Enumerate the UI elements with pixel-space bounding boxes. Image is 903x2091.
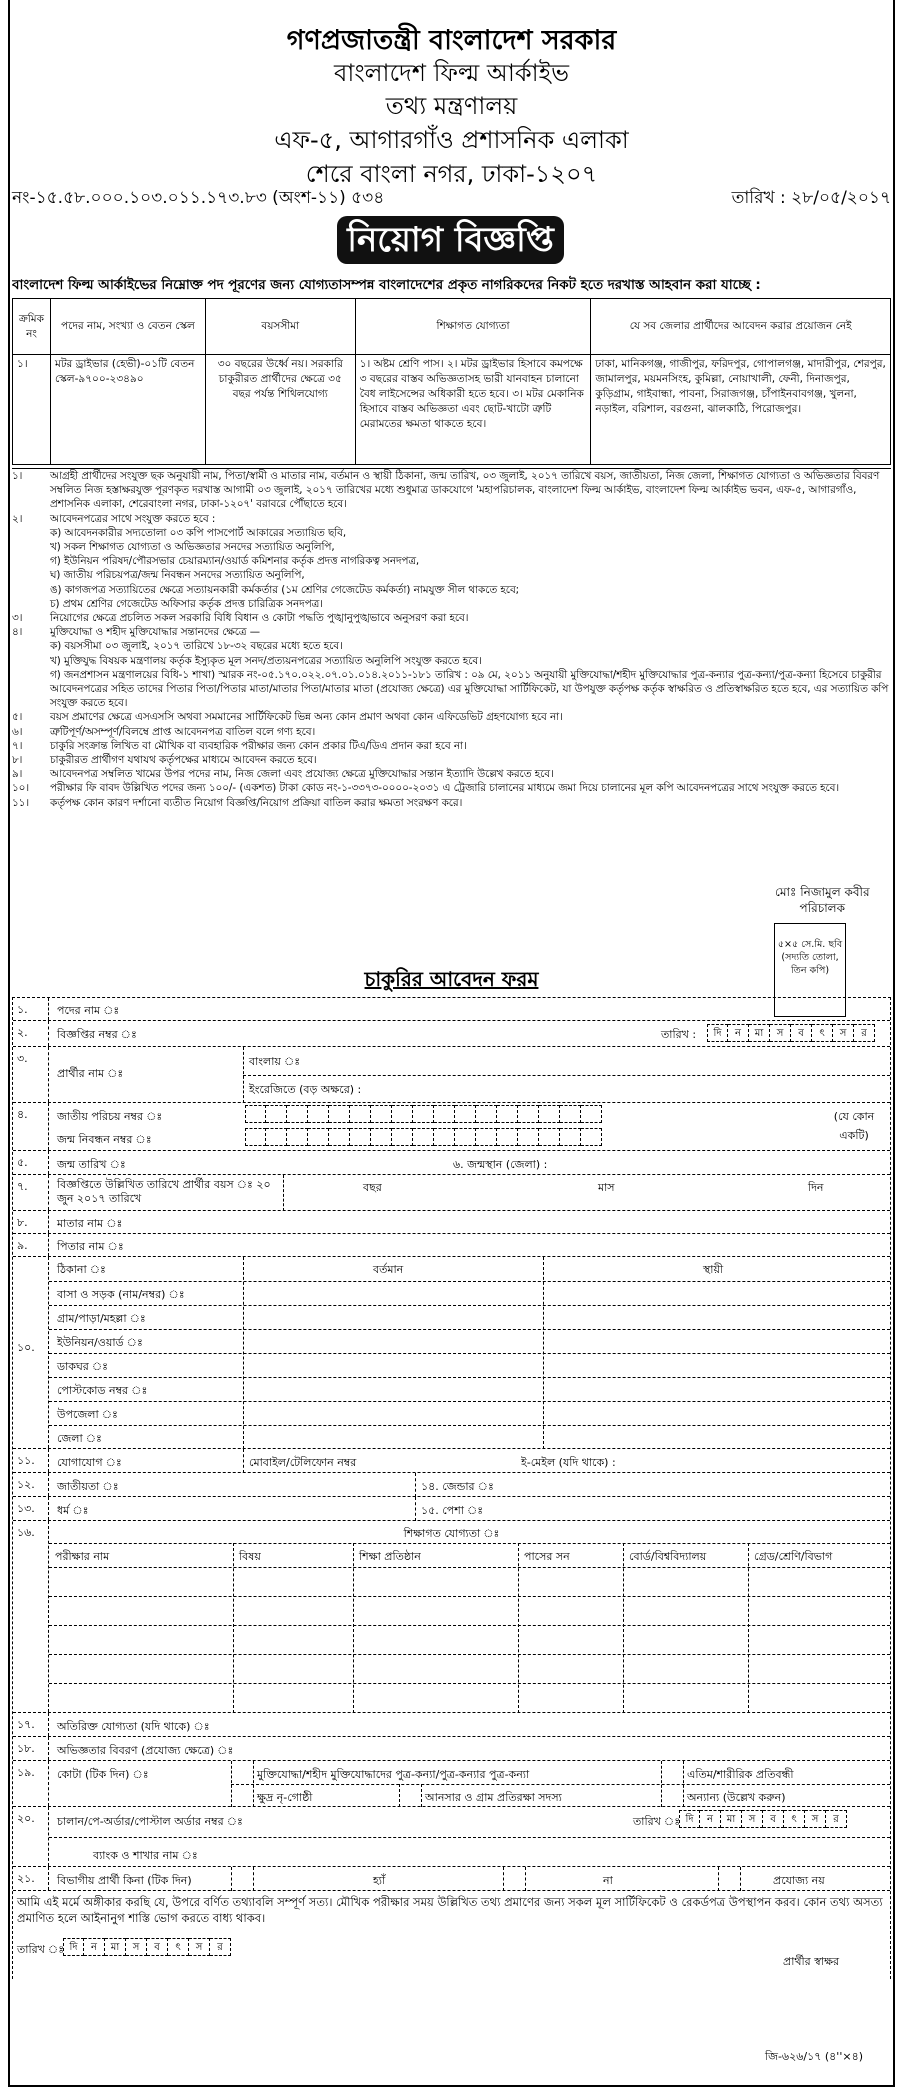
- date-box[interactable]: স: [805, 1810, 826, 1828]
- condition-item: [12, 512, 891, 526]
- name-bangla-field[interactable]: বাংলায় ঃ: [249, 1055, 301, 1068]
- organization-name: বাংলাদেশ ফিল্ম আর্কাইভ: [334, 59, 569, 87]
- digit-box[interactable]: [329, 1128, 350, 1146]
- occupation-label: ১৫. পেশা ঃ: [421, 1504, 484, 1517]
- mother-name-label: মাতার নাম ঃ: [57, 1217, 123, 1230]
- form-row-experience: [13, 1737, 890, 1761]
- condition-number: [12, 554, 50, 568]
- education-title: শিক্ষাগত যোগ্যতা ঃ: [403, 1527, 500, 1540]
- address-field-label: উপজেলা ঃ: [57, 1408, 118, 1421]
- circular-date-label: তারিখ :: [661, 1028, 697, 1041]
- address-field-label: বাসা ও সড়ক (নাম/নম্বর) ঃ: [57, 1288, 185, 1301]
- mobile-field[interactable]: মোবাইল/টেলিফোন নম্বর: [249, 1456, 357, 1469]
- condition-item: [12, 753, 891, 767]
- memo-date: তারিখ : ২৮/০৫/২০১৭: [731, 188, 891, 208]
- photo-box: ৫×৫ সে.মি. ছবি (সদ্যতি তোলা, তিন কপি): [774, 923, 846, 1017]
- education-column-header: গ্রেড/শ্রেণি/বিভাগ: [754, 1550, 833, 1563]
- date-box[interactable]: ৎ: [812, 1024, 833, 1042]
- post-table-header: ক্রমিক নং: [13, 299, 51, 355]
- challan-label: চালান/পে-অর্ডার/পোস্টাল অর্ডার নম্বর ঃ: [57, 1815, 243, 1828]
- sign-date-label: তারিখ ঃ: [17, 1943, 65, 1956]
- digit-box[interactable]: [581, 1105, 602, 1123]
- condition-item: [12, 554, 891, 568]
- date-box[interactable]: র: [210, 1938, 231, 1956]
- ministry-name: তথ্য মন্ত্রণালয়: [385, 92, 518, 120]
- education-row[interactable]: [49, 1625, 890, 1626]
- digit-box[interactable]: [266, 1128, 287, 1146]
- address-field-label: জেলা ঃ: [57, 1432, 102, 1445]
- government-name: গণপ্রজাতন্ত্রী বাংলাদেশ সরকার: [286, 25, 617, 56]
- years-label: বছর: [363, 1181, 382, 1194]
- condition-text: ত্রুটিপূর্ণ/অসম্পূর্ণ/বিলম্বে প্রাপ্ত আবেদনপত্র বাতিল বলে গণ্য হবে।: [50, 725, 316, 738]
- signatory: [775, 884, 870, 916]
- form-row-age: [13, 1175, 890, 1211]
- date-box[interactable]: স: [742, 1810, 763, 1828]
- circular-title-banner: নিয়োগ বিজ্ঞপ্তি: [337, 216, 564, 264]
- condition-text: আবেদনপত্র সম্বলিত খামের উপর পদের নাম, নিজ জেলা এবং প্রযোজ্য ক্ষেত্রে মুক্তিযোদ্ধার সন্তান ইত্যাদি উল্লেখ করতে হবে।: [50, 768, 554, 781]
- present-address-label: বর্তমান: [373, 1263, 404, 1276]
- address-field-label: পোস্টকোড নম্বর ঃ: [57, 1384, 148, 1397]
- date-box[interactable]: স: [189, 1938, 210, 1956]
- row-number: ১৯.: [13, 1761, 49, 1806]
- months-label: মাস: [598, 1181, 615, 1194]
- education-row[interactable]: [49, 1683, 890, 1684]
- row-number: ১২.: [13, 1473, 49, 1496]
- condition-text: আগ্রহী প্রার্থীদের সংযুক্ত ছক অনুযায়ী নাম, পিতা/স্বামী ও মাতার নাম, বর্তমান ও স্থায়ী ঠিকানা, জন্ম তারিখ, ০৩ জুলাই, ২০১৭ তারিখে বয়স, জাতীয়তা, নিজ জেলা, শিক্ষাগত যোগ্যতা ও অভিজ্ঞতার বিবরণ সম্বলিত নিজ হস্তাক্ষরযুক্ত পূরণকৃত দরখাস্ত আগামী ০৩ জুলাই, ২০১৭ তারিখের মধ্যে শুধুমাত্র ডাকযোগে 'মহাপরিচালক, বাংলাদেশ ফিল্ম আর্কাইভ, বাংলাদেশ ফিল্ম আর্কাইভ ভবন, এফ-৫, আগারগাঁও, প্রশাসনিক এলাকা, শেরেবাংলা নগর, ঢাকা-১২০৭' বরাবরে পৌঁছাতে হবে।: [50, 470, 880, 511]
- condition-text: চাকুরীরত প্রার্থীগণ যথাযথ কর্তৃপক্ষের মাধ্যমে আবেদন করতে হবে।: [50, 754, 317, 767]
- nid-label: জাতীয় পরিচয় নম্বর ঃ: [57, 1110, 163, 1123]
- digit-box[interactable]: [581, 1128, 602, 1146]
- digit-box[interactable]: [455, 1128, 476, 1146]
- digit-box[interactable]: [308, 1128, 329, 1146]
- condition-item: [12, 625, 891, 639]
- digit-box[interactable]: [497, 1128, 518, 1146]
- quota-others[interactable]: অন্যান্য (উল্লেখ করুন): [687, 1791, 786, 1804]
- post-table-header: শিক্ষাগত যোগ্যতা: [355, 299, 591, 355]
- condition-text: পরীক্ষার ফি বাবদ উল্লিখিত পদের জন্য ১০০/- (একশত) টাকা কোড নং-১-৩৩৭৩-০০০০-২০৩১ এ ট্রেজারি চালানের মাধ্যমে জমা দিয়ে চালানের মূল কপি আবেদনপত্রের সাথে সংযুক্ত করতে হবে।: [50, 782, 840, 795]
- condition-text: নিয়োগের ক্ষেত্রে প্রচলিত সকল সরকারি বিধি বিধান ও কোটা পদ্ধতি পুঙ্খানুপুঙ্খভাবে অনুসরণ করা হবে।: [50, 612, 469, 625]
- digit-box[interactable]: [539, 1105, 560, 1123]
- form-row-circular-no: [13, 1021, 890, 1047]
- date-box[interactable]: র: [854, 1024, 875, 1042]
- declaration-block: [13, 1891, 890, 1979]
- address-line-2: শেরে বাংলা নগর, ঢাকা-১২০৭: [305, 160, 598, 188]
- condition-number: [12, 583, 50, 597]
- nationality-label: জাতীয়তা ঃ: [57, 1480, 119, 1493]
- date-box[interactable]: দি: [679, 1810, 700, 1828]
- digit-box[interactable]: [434, 1105, 455, 1123]
- digit-box[interactable]: [518, 1105, 539, 1123]
- condition-item: [12, 568, 891, 582]
- option-yes[interactable]: হ্যাঁ: [373, 1874, 386, 1887]
- row-number: ৯.: [13, 1234, 49, 1256]
- days-label: দিন: [808, 1181, 824, 1194]
- departmental-label: বিভাগীয় প্রার্থী কিনা (টিক দিন): [57, 1874, 192, 1887]
- digit-box[interactable]: [539, 1128, 560, 1146]
- date-box[interactable]: মা: [721, 1810, 742, 1828]
- row-number: ১০.: [13, 1257, 49, 1448]
- condition-item: [12, 781, 891, 795]
- digit-box[interactable]: [245, 1105, 266, 1123]
- condition-number: ৬।: [12, 725, 23, 738]
- row-number: ২.: [13, 1021, 49, 1046]
- form-row-contact: [13, 1449, 890, 1473]
- condition-text: চাকুরি সংক্রান্ত লিখিত বা মৌখিক বা ব্যবহারিক পরীক্ষার জন্য কোন প্রকার টিএ/ডিএ প্রদান করা হবে না।: [50, 739, 467, 752]
- condition-text: ঙ) কাগজপত্র সত্যায়িতের ক্ষেত্রে সত্যায়নকারী কর্মকর্তার (১ম শ্রেণির গেজেটেড কর্মকর্তা) নামযুক্ত সীল থাকতে হবে;: [50, 583, 520, 596]
- form-row-religion: [13, 1497, 890, 1521]
- candidate-signature-label: প্রার্থীর স্বাক্ষর: [783, 1955, 840, 1968]
- condition-number: [12, 668, 50, 711]
- declaration-text: আমি এই মর্মে অঙ্গীকার করছি যে, উপরে বর্ণিত তথ্যাবলি সম্পূর্ণ সত্য। মৌখিক পরীক্ষার সময় উল্লিখিত তথ্য প্রমাণের জন্য সকল মূল সার্টিফিকেট ও রেকর্ডপত্র উপস্থাপন করব। কোন তথ্য অসত্য প্রমাণিত হলে আইনানুগ শাস্তি ভোগ করতে বাধ্য থাকব।: [17, 1895, 883, 1925]
- digit-box[interactable]: [476, 1128, 497, 1146]
- signatory-name: মোঃ নিজামুল কবীর: [775, 885, 870, 899]
- reference-line: [12, 185, 891, 209]
- row-number: ১.: [13, 998, 49, 1020]
- condition-text: বয়স প্রমাণের ক্ষেত্রে এসএসসি অথবা সমমানের সার্টিফিকেট ভিন্ন অন্য কোন প্রমাণ অথবা কোন এফিডেভিট গ্রহণযোগ্য হবে না।: [50, 711, 563, 724]
- condition-item: [12, 796, 891, 810]
- post-name-label: পদের নাম ঃ: [57, 1004, 120, 1017]
- dob-label: জন্ম তারিখ ঃ: [57, 1158, 126, 1171]
- quota-ethnic-minority[interactable]: ক্ষুদ্র নৃ-গোষ্ঠী: [257, 1791, 313, 1804]
- condition-item: [12, 668, 891, 711]
- letterhead: [0, 24, 903, 191]
- education-column-header: বিষয়: [239, 1550, 261, 1563]
- address-label: ঠিকানা ঃ: [57, 1263, 106, 1276]
- condition-number: ১০।: [12, 782, 30, 795]
- condition-item: [12, 710, 891, 724]
- date-box[interactable]: ন: [84, 1938, 105, 1956]
- form-row-extra-qualification: [13, 1713, 890, 1737]
- date-box[interactable]: ৎ: [168, 1938, 189, 1956]
- date-box[interactable]: দি: [707, 1024, 728, 1042]
- digit-box[interactable]: [308, 1105, 329, 1123]
- publication-code: জি-৬২৬/১৭ (৪''×৪): [764, 2050, 863, 2063]
- digit-box[interactable]: [371, 1105, 392, 1123]
- father-name-label: পিতার নাম ঃ: [57, 1240, 124, 1253]
- education-column-header: পাসের সন: [524, 1550, 570, 1563]
- condition-text: কর্তৃপক্ষ কোন কারণ দর্শানো ব্যতীত নিয়োগ বিজ্ঞপ্তি/নিয়োগ প্রক্রিয়া বাতিল করার ক্ষমতা সংরক্ষণ করে।: [50, 796, 463, 809]
- address-line-1: এফ-৫, আগারগাঁও প্রশাসনিক এলাকা: [274, 126, 629, 154]
- condition-item: [12, 739, 891, 753]
- row-number: ১৬.: [13, 1521, 49, 1712]
- digit-box[interactable]: [497, 1105, 518, 1123]
- education-row[interactable]: [49, 1596, 890, 1597]
- form-row-address: [13, 1257, 890, 1449]
- form-row-mother: [13, 1211, 890, 1234]
- post-table-header: পদের নাম, সংখ্যা ও বেতন স্কেল: [50, 299, 205, 355]
- sign-date-boxes[interactable]: [63, 1938, 231, 1956]
- date-box[interactable]: ব: [763, 1810, 784, 1828]
- condition-number: [12, 540, 50, 554]
- digit-box[interactable]: [266, 1105, 287, 1123]
- form-row-challan: [13, 1807, 890, 1867]
- condition-item: [12, 654, 891, 668]
- form-row-post-name: [13, 998, 890, 1021]
- digit-box[interactable]: [413, 1128, 434, 1146]
- condition-text: মুক্তিযোদ্ধা ও শহীদ মুক্তিযোদ্ধার সন্তানদের ক্ষেত্রে —: [50, 626, 261, 639]
- digit-box[interactable]: [413, 1105, 434, 1123]
- form-row-education: [13, 1521, 890, 1713]
- date-box[interactable]: মা: [749, 1024, 770, 1042]
- form-row-nationality: [13, 1473, 890, 1497]
- quota-label: কোটা (টিক দিন) ঃ: [57, 1768, 149, 1781]
- challan-date-label: তারিখ ঃ: [633, 1815, 681, 1828]
- excluded-districts: ঢাকা, মানিকগঞ্জ, গাজীপুর, ফরিদপুর, গোপালগঞ্জ, মাদারীপুর, শেরপুর, জামালপুর, ময়মনসিংহ, কুমিল্লা, নোয়াখালী, ফেনী, দিনাজপুর, কুড়িগ্রাম, গাইবান্ধা, পাবনা, সিরাজগঞ্জ, চাঁপাইনবাবগঞ্জ, খুলনা, নড়াইল, বরিশাল, বরগুনা, ঝালকাঠি, পিরোজপুর।: [591, 355, 891, 465]
- education-row[interactable]: [49, 1567, 890, 1568]
- date-box[interactable]: ব: [147, 1938, 168, 1956]
- digit-box[interactable]: [245, 1128, 266, 1146]
- date-box[interactable]: র: [826, 1810, 847, 1828]
- age-label: বিজ্ঞপ্তিতে উল্লিখিত তারিখে প্রার্থীর বয়স ঃ ২০ জুন ২০১৭ তারিখে: [57, 1178, 271, 1205]
- digit-box[interactable]: [455, 1105, 476, 1123]
- bank-branch-label: ব্যাংক ও শাখার নাম ঃ: [93, 1849, 198, 1862]
- condition-item: [12, 526, 891, 540]
- birth-reg-label: জন্ম নিবন্ধন নম্বর ঃ: [57, 1133, 152, 1146]
- education-column-header: শিক্ষা প্রতিষ্ঠান: [359, 1550, 421, 1563]
- condition-text: গ) ইউনিয়ন পরিষদ/পৌরসভার চেয়ারম্যান/ওয়ার্ড কমিশনার কর্তৃক প্রদত্ত নাগরিকত্ব সনদপত্র,: [50, 555, 420, 568]
- condition-number: ৮।: [12, 754, 23, 767]
- post-table: [12, 298, 891, 465]
- form-row-quota: [13, 1761, 890, 1807]
- condition-text: ক) বয়সসীমা ০৩ জুলাই, ২০১৭ তারিখে ১৮-৩২ বছরের মধ্যে হতে হবে।: [50, 640, 343, 653]
- condition-item: [12, 597, 891, 611]
- digit-box[interactable]: [560, 1105, 581, 1123]
- form-row-nid: [13, 1103, 890, 1151]
- birthplace-label: ৬. জন্মস্থান (জেলা) :: [453, 1158, 548, 1171]
- condition-number: [12, 526, 50, 540]
- post-qualification: ১। অষ্টম শ্রেণি পাস। ২। মটর ড্রাইভার হিসাবে কমপক্ষে ৩ বছরের বাস্তব অভিজ্ঞতাসহ ভারী যানবাহন চালানো বৈধ লাইসেন্সের অধিকারী হতে হবে। ৩। মটর মেকানিক হিসাবে বাস্তব অভিজ্ঞতা এবং ছোট-খাটো ত্রুটি মেরামতের ক্ষমতা থাকতে হবে।: [355, 355, 591, 465]
- digit-box[interactable]: [392, 1128, 413, 1146]
- digit-box[interactable]: [287, 1128, 308, 1146]
- nid-boxes[interactable]: [245, 1105, 602, 1123]
- option-not-applicable[interactable]: প্রযোজ্য নয়: [773, 1874, 825, 1887]
- row-number: ২০.: [13, 1807, 49, 1866]
- post-serial: ১।: [13, 355, 51, 465]
- gender-label: ১৪. জেন্ডার ঃ: [421, 1480, 494, 1493]
- date-boxes[interactable]: [707, 1024, 875, 1042]
- education-row[interactable]: [49, 1654, 890, 1655]
- extra-qualification-label: অতিরিক্ত যোগ্যতা (যদি থাকে) ঃ: [57, 1720, 210, 1733]
- digit-box[interactable]: [476, 1105, 497, 1123]
- either-one-note: (যে কোন একটি): [833, 1110, 875, 1142]
- condition-number: [12, 654, 50, 668]
- condition-number: ৪।: [12, 626, 23, 639]
- email-field[interactable]: ই-মেইল (যদি থাকে) :: [521, 1456, 616, 1469]
- memo-number: নং-১৫.৫৮.০০০.১০৩.০১১.১৭৩.৮৩ (অংশ-১১) ৫৩৪: [12, 188, 385, 208]
- date-box[interactable]: ন: [700, 1810, 721, 1828]
- condition-number: [12, 597, 50, 611]
- conditions-list: [12, 468, 891, 810]
- birth-reg-boxes[interactable]: [245, 1128, 602, 1146]
- condition-number: ৭।: [12, 739, 23, 752]
- condition-text: আবেদনপত্রের সাথে সংযুক্ত করতে হবে :: [50, 512, 216, 525]
- condition-number: ১।: [12, 470, 23, 482]
- condition-number: [12, 568, 50, 582]
- condition-number: ৫।: [12, 711, 23, 724]
- row-number: ১৩.: [13, 1497, 49, 1520]
- date-box[interactable]: ৎ: [784, 1810, 805, 1828]
- education-column-header: বোর্ড/বিশ্ববিদ্যালয়: [629, 1550, 707, 1563]
- option-no[interactable]: না: [603, 1874, 613, 1887]
- form-row-departmental: [13, 1867, 890, 1891]
- post-name: মটর ড্রাইভার (হেভী)-০১টি বেতন স্কেল-৯৭০০-২৩৪৯০: [50, 355, 205, 465]
- condition-text: চ) প্রথম শ্রেণির গেজেটেড অফিসার কর্তৃক প্রদত্ত চারিত্রিক সনদপত্র।: [50, 597, 323, 610]
- intro-text: বাংলাদেশ ফিল্ম আর্কাইভের নিম্নোক্ত পদ পূরণের জন্য যোগ্যতাসম্পন্ন বাংলাদেশের প্রকৃত নাগরিকদের নিকট হতে দরখাস্ত আহবান করা যাচ্ছে :: [12, 278, 761, 293]
- condition-item: [12, 540, 891, 554]
- condition-item: [12, 469, 891, 512]
- condition-number: ৩।: [12, 612, 23, 625]
- challan-date-boxes[interactable]: [679, 1810, 847, 1828]
- name-english-field[interactable]: ইংরেজিতে (বড় অক্ষরে) :: [249, 1083, 362, 1096]
- digit-box[interactable]: [287, 1105, 308, 1123]
- quota-freedom-fighter[interactable]: মুক্তিযোদ্ধা/শহীদ মুক্তিযোদ্ধাদের পুত্র-কন্যা/পুত্র-কন্যার পুত্র-কন্যা: [257, 1768, 530, 1781]
- quota-ansar-vdp[interactable]: আনসার ও গ্রাম প্রতিরক্ষা সদস্য: [425, 1791, 562, 1804]
- candidate-name-label: প্রার্থীর নাম ঃ: [57, 1067, 124, 1080]
- date-box[interactable]: স: [833, 1024, 854, 1042]
- row-number: ২১.: [13, 1867, 49, 1890]
- digit-box[interactable]: [518, 1128, 539, 1146]
- row-number: ৮.: [13, 1211, 49, 1233]
- digit-box[interactable]: [350, 1105, 371, 1123]
- condition-text: খ) মুক্তিযুদ্ধ বিষয়ক মন্ত্রণালয় কর্তৃক ইস্যুকৃত মূল সনদ/প্রত্যয়নপত্রের সত্যায়িত অনুলিপি সংযুক্ত করতে হবে।: [50, 654, 482, 667]
- condition-number: [12, 639, 50, 653]
- post-table-header: যে সব জেলার প্রার্থীদের আবেদন করার প্রয়োজন নেই: [591, 299, 891, 355]
- signatory-title: পরিচালক: [799, 901, 846, 915]
- digit-box[interactable]: [371, 1128, 392, 1146]
- quota-orphan-disabled[interactable]: এতিম/শারীরিক প্রতিবন্ধী: [687, 1768, 794, 1781]
- digit-box[interactable]: [350, 1128, 371, 1146]
- row-number: ৩.: [13, 1047, 49, 1102]
- education-column-header: পরীক্ষার নাম: [55, 1550, 110, 1563]
- application-form: [12, 997, 891, 1979]
- digit-box[interactable]: [560, 1128, 581, 1146]
- form-row-father: [13, 1234, 890, 1257]
- condition-item: [12, 767, 891, 781]
- condition-text: গ) জনপ্রশাসন মন্ত্রণালয়ের বিধি-১ শাখা) স্মারক নং-০৫.১৭০.০২২.০৭.০১.০১৪.২০১১-১৮১ তারিখ : ০৯ মে, ২০১১ অনুযায়ী মুক্তিযোদ্ধা/শহীদ মুক্তিযোদ্ধার পুত্র-কন্যার পুত্র-কন্যা/পুত্র-কন্যা হিসেবে চাকুরীর আবেদনপত্রের সহিত তাদের পিতার পিতা/পিতার মাতা/মাতার পিতা/মাতার মাতা (প্রযোজ্য ক্ষেত্রে) এর মুক্তিযোদ্ধা সার্টিফিকেট, যা উপযুক্ত কর্তৃপক্ষ কর্তৃক স্বাক্ষরিত ও প্রতিস্বাক্ষরিত হতে হবে, এর সত্যায়িত কপি সংযুক্ত করতে হবে।: [50, 668, 889, 710]
- address-field-label: ডাকঘর ঃ: [57, 1360, 109, 1373]
- digit-box[interactable]: [392, 1105, 413, 1123]
- permanent-address-label: স্থায়ী: [703, 1263, 724, 1276]
- row-number: ১৭.: [13, 1713, 49, 1736]
- address-field-label: ইউনিয়ন/ওয়ার্ড ঃ: [57, 1336, 143, 1349]
- form-row-candidate-name: [13, 1047, 890, 1103]
- post-table-header: বয়সসীমা: [205, 299, 355, 355]
- date-box[interactable]: মা: [105, 1938, 126, 1956]
- condition-number: ১১।: [12, 796, 30, 809]
- condition-item: [12, 725, 891, 739]
- row-number: ৫.: [13, 1151, 49, 1174]
- experience-label: অভিজ্ঞতার বিবরণ (প্রযোজ্য ক্ষেত্রে) ঃ: [57, 1744, 234, 1757]
- condition-item: [12, 611, 891, 625]
- form-row-dob: [13, 1151, 890, 1175]
- religion-label: ধর্ম ঃ: [57, 1504, 89, 1517]
- address-field-label: গ্রাম/পাড়া/মহল্লা ঃ: [57, 1312, 146, 1325]
- digit-box[interactable]: [434, 1128, 455, 1146]
- contact-label: যোগাযোগ ঃ: [57, 1456, 122, 1469]
- circular-no-label: বিজ্ঞপ্তির নম্বর ঃ: [57, 1028, 137, 1041]
- post-age-limit: ৩০ বছরের উর্ধ্বে নয়। সরকারি চাকুরীরত প্রার্থীদের ক্ষেত্রে ৩৫ বছর পর্যন্ত শিথিলযোগ্য: [205, 355, 355, 465]
- date-box[interactable]: স: [770, 1024, 791, 1042]
- date-box[interactable]: ন: [728, 1024, 749, 1042]
- condition-text: ঘ) জাতীয় পরিচয়পত্র/জন্ম নিবন্ধন সনদের সত্যায়িত অনুলিপি,: [50, 569, 305, 582]
- digit-box[interactable]: [329, 1105, 350, 1123]
- form-title: চাকুরির আবেদন ফরম: [364, 967, 539, 991]
- condition-text: খ) সকল শিক্ষাগত যোগ্যতা ও অভিজ্ঞতার সনদের সত্যায়িত অনুলিপি,: [50, 541, 335, 554]
- condition-text: ক) আবেদনকারীর সদ্যতোলা ০৩ কপি পাসপোর্ট আকারের সত্যায়িত ছবি,: [50, 526, 347, 539]
- condition-number: ৯।: [12, 768, 23, 781]
- date-box[interactable]: স: [126, 1938, 147, 1956]
- condition-item: [12, 583, 891, 597]
- row-number: ৭.: [13, 1175, 49, 1210]
- condition-number: ২।: [12, 512, 23, 525]
- row-number: ৪.: [13, 1103, 49, 1150]
- date-box[interactable]: দি: [63, 1938, 84, 1956]
- date-box[interactable]: ব: [791, 1024, 812, 1042]
- condition-item: [12, 639, 891, 653]
- row-number: ১১.: [13, 1449, 49, 1472]
- row-number: ১৮.: [13, 1737, 49, 1760]
